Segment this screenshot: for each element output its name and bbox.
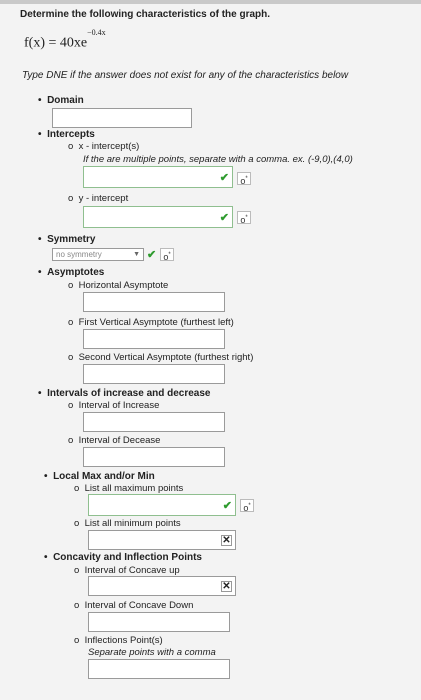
key-icon[interactable]: o* <box>237 172 251 185</box>
circle-bullet-icon: o <box>68 352 74 363</box>
increase-interval-label: o Interval of Increase <box>68 400 160 411</box>
inflection-points-hint: Separate points with a comma <box>88 647 216 658</box>
circle-bullet-icon: o <box>74 483 80 494</box>
x-intercept-label: o x - intercept(s) <box>68 141 140 152</box>
circle-bullet-icon: o <box>74 518 80 529</box>
formula-exponent: −0.4x <box>87 28 106 37</box>
check-icon: ✔ <box>219 172 229 184</box>
x-intercept-input[interactable] <box>83 166 233 188</box>
symmetry-selected-value: no symmetry <box>56 250 102 259</box>
circle-bullet-icon: o <box>74 635 80 646</box>
minimum-points-label: o List all minimum points <box>74 518 181 529</box>
key-icon[interactable]: o* <box>237 211 251 224</box>
horizontal-asymptote-label: o Horizontal Asymptote <box>68 280 169 291</box>
horizontal-asymptote-input[interactable] <box>83 292 225 312</box>
key-icon[interactable]: o* <box>160 248 174 261</box>
concave-down-label: o Interval of Concave Down <box>74 600 194 611</box>
bullet-icon: • <box>38 234 42 245</box>
bullet-icon: • <box>38 129 42 140</box>
first-vertical-asymptote-label: o First Vertical Asymptote (furthest left) <box>68 317 234 328</box>
y-intercept-label: o y - intercept <box>68 193 129 204</box>
minimum-points-input[interactable] <box>88 530 236 550</box>
check-icon: ✔ <box>147 249 157 261</box>
bullet-icon: • <box>38 267 42 278</box>
decrease-interval-label: o Interval of Decease <box>68 435 161 446</box>
bullet-icon: • <box>44 552 48 563</box>
x-intercept-hint: If the are multiple points, separate with a comma. ex. (-9,0),(4,0) <box>83 154 353 165</box>
maximum-points-input[interactable] <box>88 494 236 516</box>
asymptotes-label: • Asymptotes <box>38 267 105 278</box>
symmetry-label: • Symmetry <box>38 234 96 245</box>
y-intercept-input[interactable] <box>83 206 233 228</box>
inflection-points-label: o Inflections Point(s) <box>74 635 163 646</box>
check-icon: ✔ <box>222 500 232 512</box>
check-icon: ✔ <box>219 212 229 224</box>
first-vertical-asymptote-input[interactable] <box>83 329 225 349</box>
concave-down-input[interactable] <box>88 612 230 632</box>
second-vertical-asymptote-label: o Second Vertical Asymptote (furthest right) <box>68 352 254 363</box>
x-icon: ✕ <box>222 581 231 592</box>
chevron-down-icon: ▼ <box>133 251 140 258</box>
concavity-label: • Concavity and Inflection Points <box>44 552 202 563</box>
formula-main: f(x) = 40xe <box>24 35 88 51</box>
circle-bullet-icon: o <box>68 317 74 328</box>
bullet-icon: • <box>38 388 42 399</box>
circle-bullet-icon: o <box>74 600 80 611</box>
x-icon: ✕ <box>222 535 231 546</box>
concave-up-label: o Interval of Concave up <box>74 565 180 576</box>
circle-bullet-icon: o <box>74 565 80 576</box>
circle-bullet-icon: o <box>68 280 74 291</box>
bullet-icon: • <box>38 95 42 106</box>
symmetry-select[interactable] <box>52 248 144 261</box>
bullet-icon: • <box>44 471 48 482</box>
circle-bullet-icon: o <box>68 400 74 411</box>
circle-bullet-icon: o <box>68 141 74 152</box>
question-title: Determine the following characteristics of the graph. <box>20 9 271 20</box>
key-icon[interactable]: o* <box>240 499 254 512</box>
top-divider <box>0 0 421 4</box>
maximum-points-label: o List all maximum points <box>74 483 184 494</box>
function-formula <box>24 28 106 52</box>
intervals-label: • Intervals of increase and decrease <box>38 388 211 399</box>
increase-interval-input[interactable] <box>83 412 225 432</box>
concave-up-input[interactable] <box>88 576 236 596</box>
inflection-points-input[interactable] <box>88 659 230 679</box>
instruction-text: Type DNE if the answer does not exist for any of the characteristics below <box>22 70 349 81</box>
domain-input[interactable] <box>52 108 192 128</box>
decrease-interval-input[interactable] <box>83 447 225 467</box>
second-vertical-asymptote-input[interactable] <box>83 364 225 384</box>
circle-bullet-icon: o <box>68 193 74 204</box>
domain-label: • Domain <box>38 95 84 106</box>
extrema-label: • Local Max and/or Min <box>44 471 155 482</box>
intercepts-label: • Intercepts <box>38 129 95 140</box>
circle-bullet-icon: o <box>68 435 74 446</box>
